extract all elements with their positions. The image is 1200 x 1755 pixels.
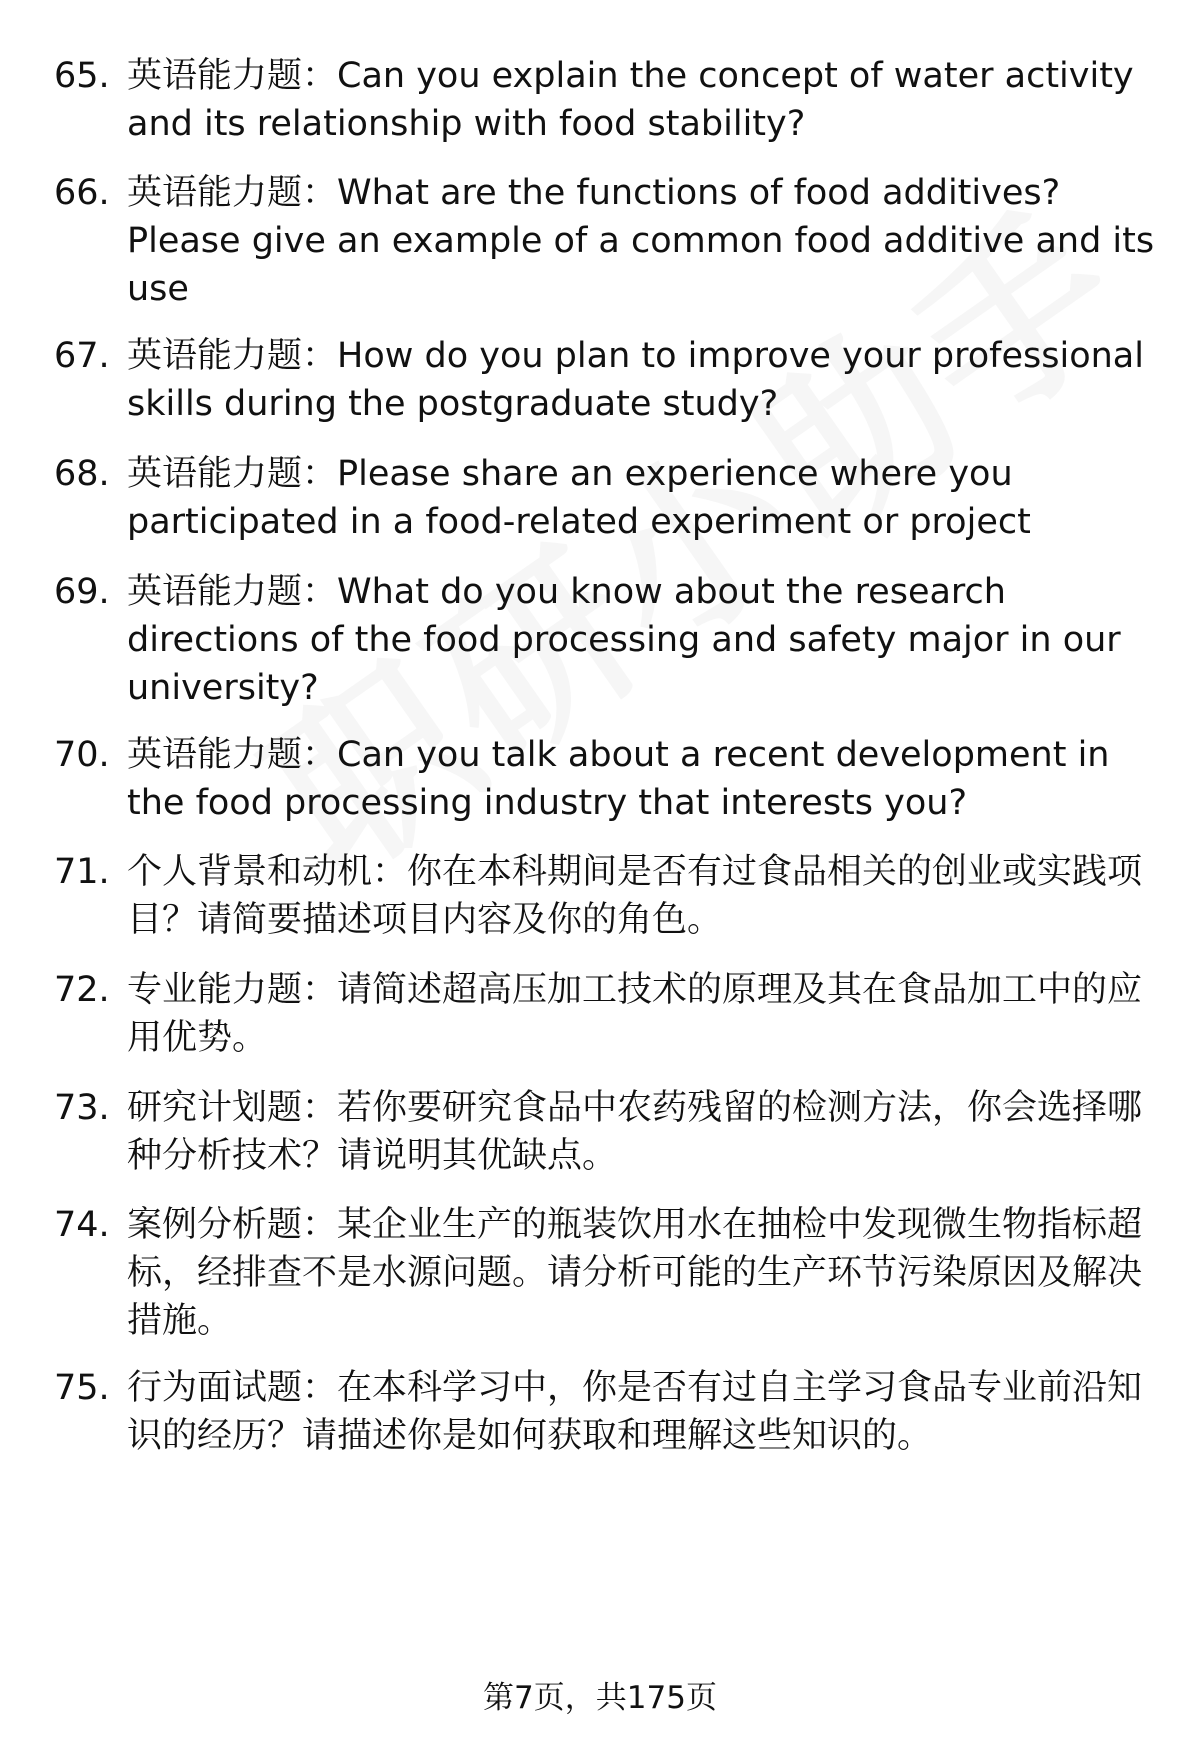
question-number: 67.	[54, 336, 110, 376]
question-text: 研究计划题：若你要研究食品中农药残留的检测方法，你会选择哪种分析技术？请说明其优缺点。	[127, 1088, 1143, 1176]
question-text: 英语能力题：Can you talk about a recent development in the food processing industry that interests you?	[127, 735, 1110, 823]
question-text: 行为面试题：在本科学习中，你是否有过自主学习食品专业前沿知识的经历？请描述你是如何获取和理解这些知识的。	[127, 1368, 1143, 1456]
question-number: 65.	[54, 56, 110, 96]
question-text: 英语能力题：Can you explain the concept of water activity and its relationship with food stability?	[127, 56, 1134, 144]
question-text: 英语能力题：How do you plan to improve your professional skills during the postgraduate study?	[127, 336, 1144, 424]
question-text: 英语能力题：What are the functions of food additives? Please give an example of a common food additive and its use	[127, 173, 1155, 309]
question-number: 72.	[54, 970, 110, 1010]
question-number: 74.	[54, 1205, 110, 1245]
question-number: 71.	[54, 852, 110, 892]
question-text: 英语能力题：What do you know about the research directions of the food processing and safety major in our university?	[127, 572, 1121, 708]
question-number: 69.	[54, 572, 110, 612]
question-text: 专业能力题：请简述超高压加工技术的原理及其在食品加工中的应用优势。	[127, 970, 1143, 1058]
question-number: 73.	[54, 1088, 110, 1128]
page-footer: 第7页，共175页	[483, 1680, 717, 1716]
question-number: 70.	[54, 735, 110, 775]
question-number: 66.	[54, 173, 110, 213]
question-text: 英语能力题：Please share an experience where you participated in a food-related experiment or project	[127, 454, 1031, 542]
question-number: 75.	[54, 1368, 110, 1408]
question-text: 案例分析题：某企业生产的瓶装饮用水在抽检中发现微生物指标超标，经排查不是水源问题。请分析可能的生产环节污染原因及解决措施。	[127, 1205, 1143, 1341]
question-number: 68.	[54, 454, 110, 494]
question-text: 个人背景和动机：你在本科期间是否有过食品相关的创业或实践项目？请简要描述项目内容及你的角色。	[127, 852, 1143, 940]
